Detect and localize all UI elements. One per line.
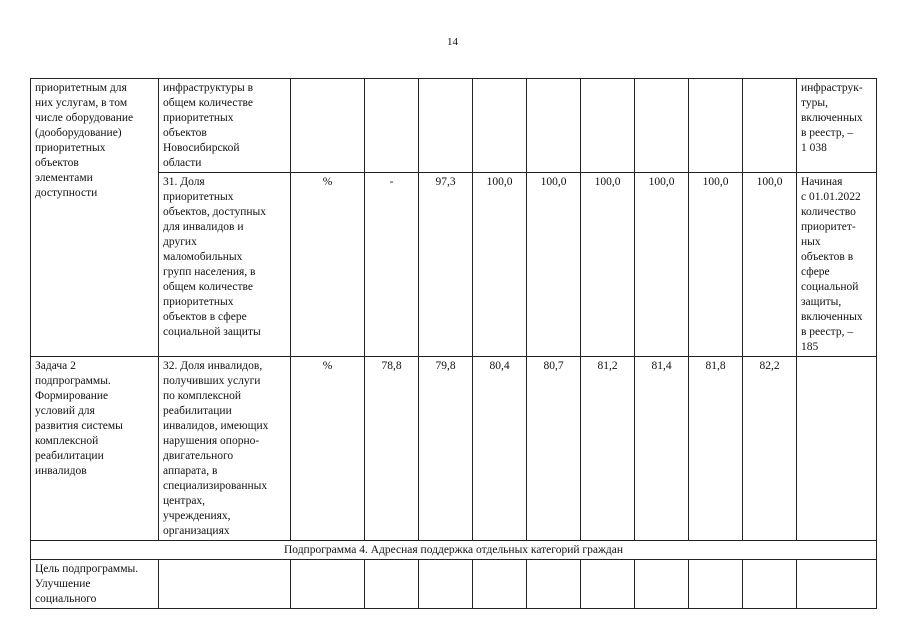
value-cell: 97,3	[419, 173, 473, 357]
section-header-row	[31, 541, 877, 560]
value-cell: 80,7	[527, 357, 581, 541]
unit-cell: %	[291, 173, 365, 357]
value-cell: 100,0	[689, 173, 743, 357]
value-cell: 81,2	[581, 357, 635, 541]
value-cell	[419, 560, 473, 609]
value-cell: 79,8	[419, 357, 473, 541]
value-cell	[581, 560, 635, 609]
page-number: 14	[447, 36, 458, 48]
value-cell: 80,4	[473, 357, 527, 541]
value-cell: 81,4	[635, 357, 689, 541]
value-cell: 78,8	[365, 357, 419, 541]
value-cell	[419, 79, 473, 173]
note-cell: Начиная с 01.01.2022 количество приоритет- ных объектов в сфере социальной защиты, включенных в реестр, – 185	[797, 173, 877, 357]
value-cell	[365, 79, 419, 173]
value-cell	[689, 560, 743, 609]
value-cell: -	[365, 173, 419, 357]
value-cell	[473, 560, 527, 609]
value-cell	[473, 79, 527, 173]
goal-cell: Цель подпрограммы. Улучшение социального	[31, 560, 159, 609]
value-cell: 100,0	[743, 173, 797, 357]
value-cell: 82,2	[743, 357, 797, 541]
indicator-cell: инфраструктуры в общем количестве приоритетных объектов Новосибирской области	[159, 79, 291, 173]
value-cell	[365, 560, 419, 609]
table-row	[31, 79, 877, 173]
indicator-cell	[159, 560, 291, 609]
table-row	[31, 357, 877, 541]
value-cell	[635, 560, 689, 609]
indicator-cell: 31. Доля приоритетных объектов, доступных для инвалидов и других маломобильных групп населения, в общем количестве приоритетных объектов в сфере социальной защиты	[159, 173, 291, 357]
goal-cell: приоритетным для них услугам, в том числе оборудование (дооборудование) приоритетных объектов элементами доступности	[31, 79, 159, 357]
indicators-table	[30, 78, 877, 609]
goal-cell: Задача 2 подпрограммы. Формирование условий для развития системы комплексной реабилитации инвалидов	[31, 357, 159, 541]
value-cell: 100,0	[527, 173, 581, 357]
note-cell: инфраструк- туры, включенных в реестр, – 1 038	[797, 79, 877, 173]
value-cell	[635, 79, 689, 173]
value-cell	[689, 79, 743, 173]
value-cell: 100,0	[581, 173, 635, 357]
value-cell	[743, 79, 797, 173]
section-header: Подпрограмма 4. Адресная поддержка отдельных категорий граждан	[31, 541, 877, 560]
value-cell: 100,0	[635, 173, 689, 357]
note-cell	[797, 560, 877, 609]
value-cell: 81,8	[689, 357, 743, 541]
note-cell	[797, 357, 877, 541]
unit-cell	[291, 560, 365, 609]
indicator-cell: 32. Доля инвалидов, получивших услуги по комплексной реабилитации инвалидов, имеющих нарушения опорно- двигательного аппарата, в специализированных центрах, учреждениях, организациях	[159, 357, 291, 541]
table-row	[31, 560, 877, 609]
value-cell	[581, 79, 635, 173]
value-cell	[743, 560, 797, 609]
unit-cell: %	[291, 357, 365, 541]
unit-cell	[291, 79, 365, 173]
value-cell: 100,0	[473, 173, 527, 357]
value-cell	[527, 560, 581, 609]
value-cell	[527, 79, 581, 173]
